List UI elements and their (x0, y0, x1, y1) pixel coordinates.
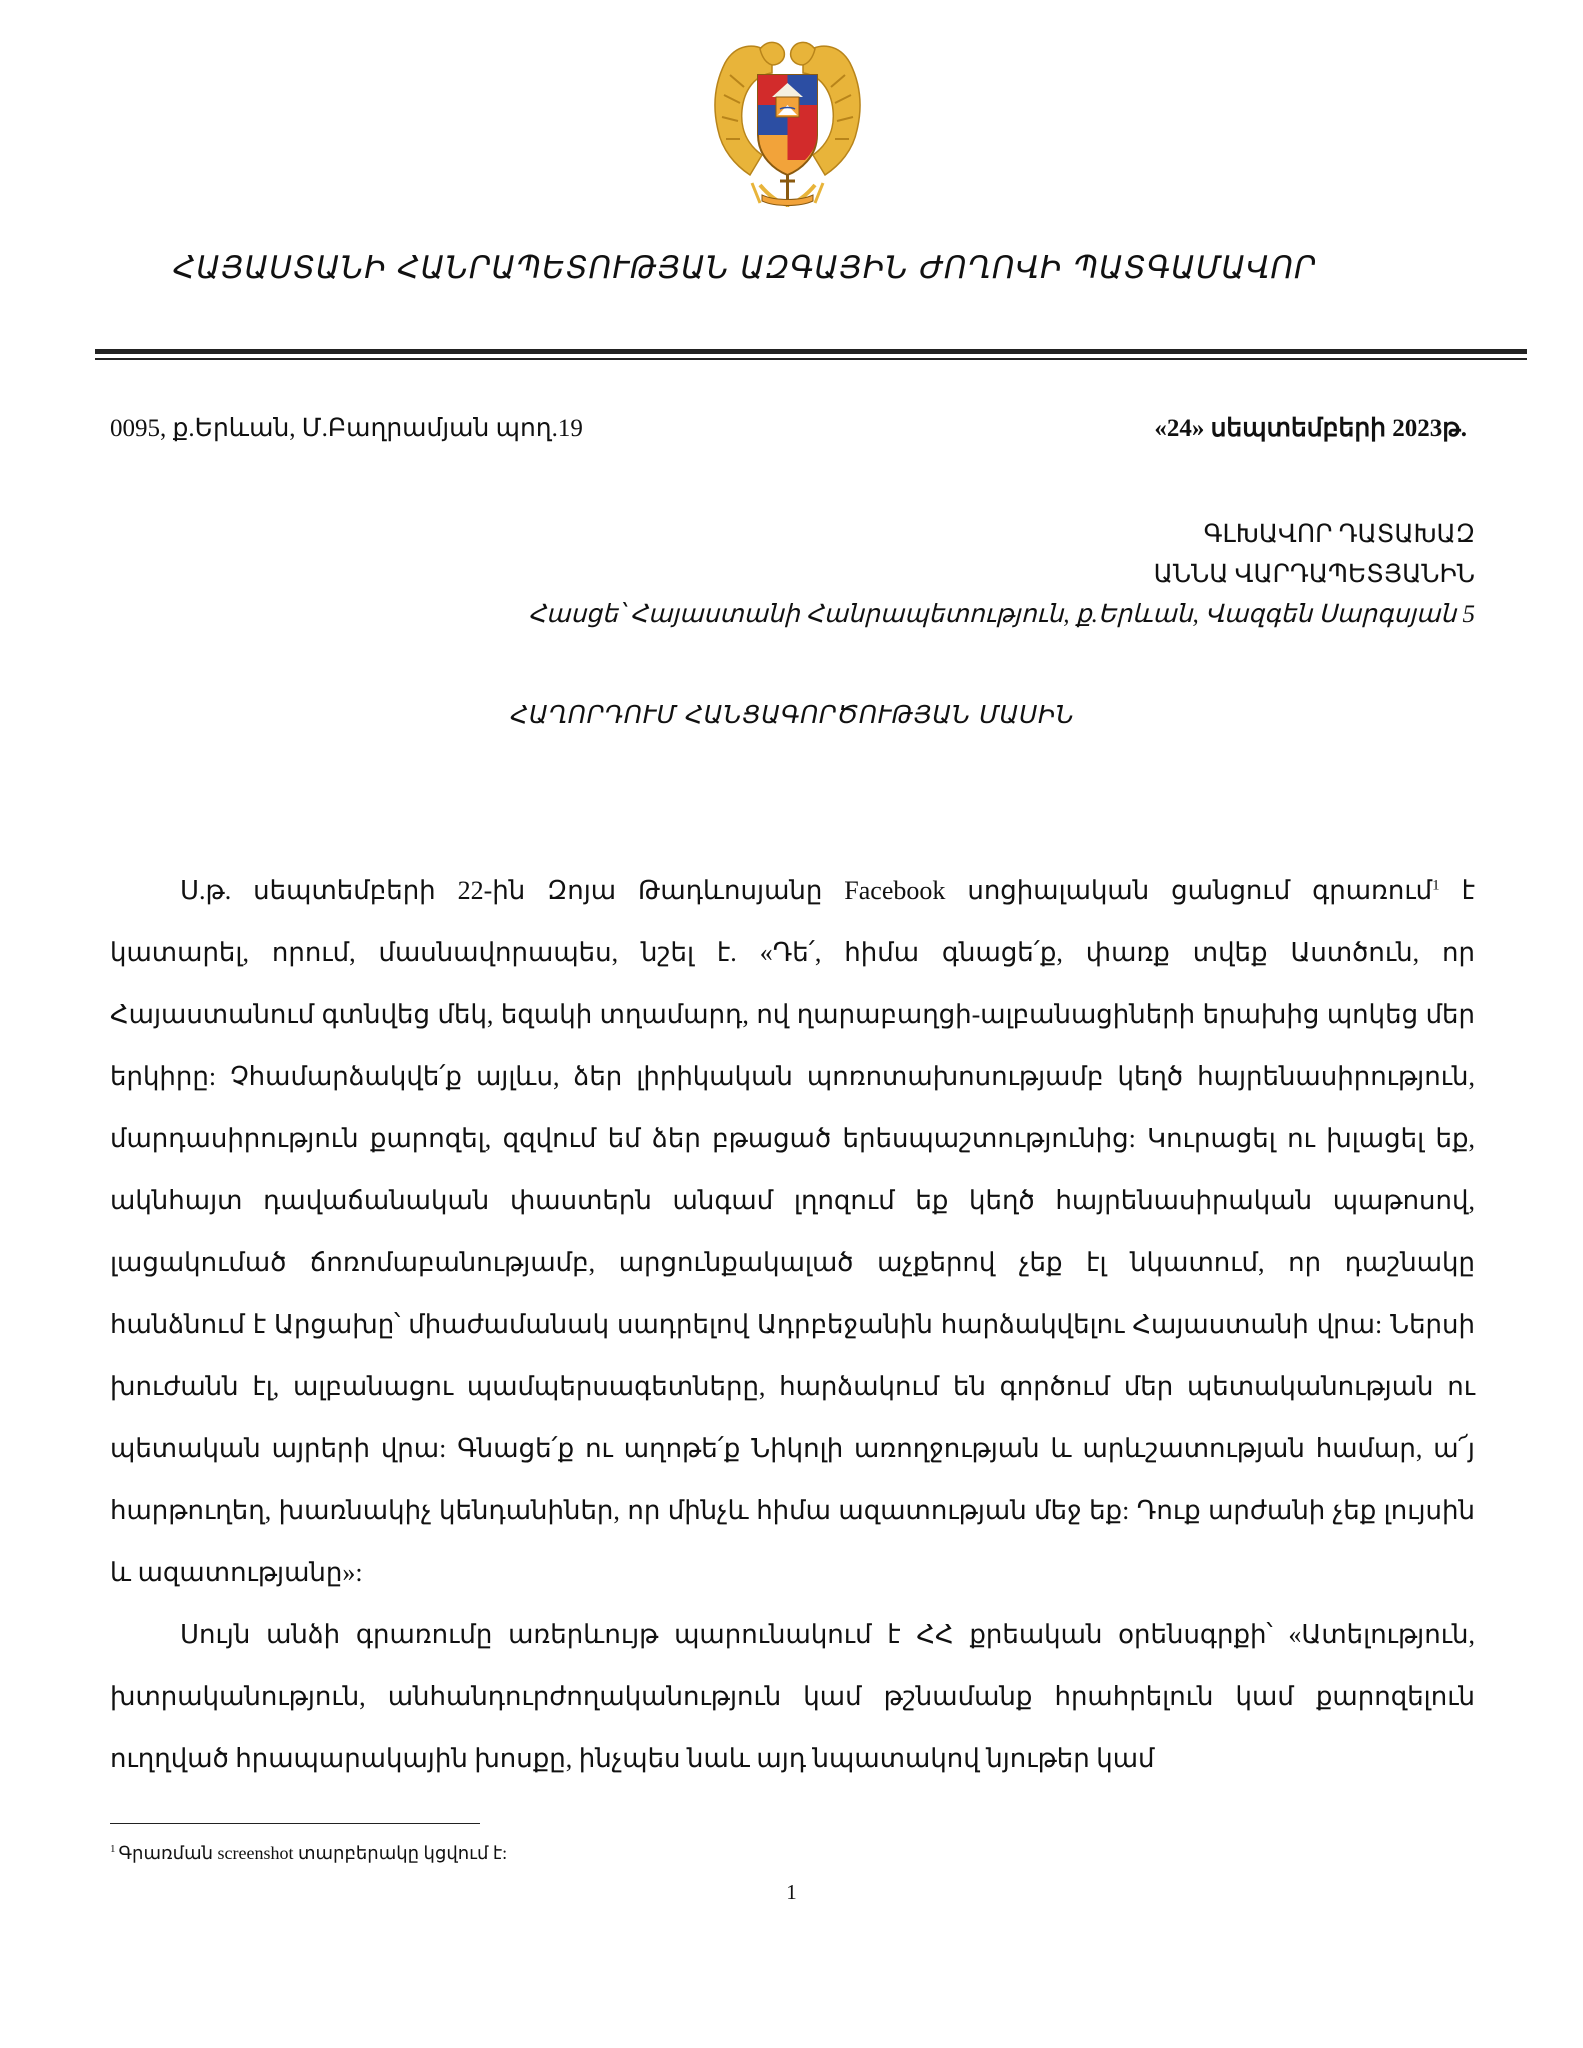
header-divider-thick (95, 349, 1527, 354)
body-paragraph-2: Սույն անձի գրառումը առերևույթ պարունակում է ՀՀ քրեական օրենսգրքի՝ «Ատելություն, խտրականություն, անհանդուրժողականություն կամ թշնամանք հրահրելուն կամ քարոզելուն ուղղված հրապարակային խոսքը, ինչպես նաև այդ նպատակով նյութեր կամ (110, 1620, 1475, 1773)
recipient-address: Հասցե՝ Հայաստանի Հանրապետություն, ք.Երևան, Վազգեն Սարգսյան 5 (528, 601, 1475, 628)
paragraph-1-start: Ս.թ. սեպտեմբերի 22-ին Զոյա Թադևոսյանը Facebook սոցիալական ցանցում գրառում (180, 876, 1433, 905)
footnote (110, 1843, 507, 1864)
paragraph-1-rest: է կատարել, որում, մասնավորապես, նշել է. «Դե՛, հիմա գնացե՛ք, փառք տվեք Աստծուն, որ Հայաստանում գտնվեց մեկ, եզակի տղամարդ, ով ղարաբաղցի-ալբանացիների երախից պոկեց մեր երկիրը: Չհամարձակվե՛ք այլևս, ձեր լիրիկական պոռոտախոսությամբ կեղծ հայրենասիրություն, մարդասիրություն քարոզել, զզվում եմ ձեր բթացած երեսպաշտությունից: Կուրացել ու խլացել եք, ակնհայտ դավաճանական փաստերն անգամ լղոզում եք կեղծ հայրենասիրական պաթոսով, լացակումած ճոռոմաբանությամբ, արցունքակալած աչքերով չեք էլ նկատում, որ դաշնակը հանձնում է Արցախը՝ միաժամանակ սադրելով Ադրբեջանին հարձակվելու Հայաստանի վրա: Ներսի խուժանն էլ, ալբանացու պամպերսագետները, հարձակում են գործում մեր պետականության ու պետական այրերի վրա: Գնացե՛ք ու աղոթե՛ք Նիկոլի առողջության և արևշատության համար, ա՜յ հարթուղեղ, խառնակիչ կենդանիներ, որ մինչև հիմա ազատության մեջ եք: Դուք արժանի չեք լույսին և ազատությանը»: (110, 876, 1475, 1587)
body-paragraph-1 (110, 860, 1475, 1604)
office-title: ՀԱՅԱՍՏԱՆԻ ՀԱՆՐԱՊԵՏՈՒԹՅԱՆ ԱԶԳԱՅԻՆ ԺՈՂՈՎԻ ՊԱՏԳԱՄԱՎՈՐ (173, 250, 1317, 286)
document-body (110, 860, 1475, 1790)
footnote-divider (110, 1823, 480, 1824)
recipient-line-1: ԳԼԽԱՎՈՐ ԴԱՏԱԽԱԶ (1203, 521, 1475, 548)
footnote-reference-mark: 1 (1432, 877, 1440, 894)
document-subject: ՀԱՂՈՐԴՈՒՄ ՀԱՆՑԱԳՈՐԾՈՒԹՅԱՆ ՄԱՍԻՆ (510, 700, 1075, 729)
sender-address: 0095, ք.Երևան, Մ.Բաղրամյան պող.19 (110, 415, 583, 442)
footnote-text: Գրառման screenshot տարբերակը կցվում է: (118, 1843, 508, 1863)
document-date: «24» սեպտեմբերի 2023թ. (1154, 415, 1467, 442)
recipient-line-2: ԱՆՆԱ ՎԱՐԴԱՊԵՏՅԱՆԻՆ (1153, 561, 1475, 588)
header-divider-thin (95, 358, 1527, 360)
page-number: 1 (786, 1880, 797, 1904)
footnote-mark: 1 (110, 1843, 116, 1855)
recipient-block (475, 515, 1475, 635)
armenia-coat-of-arms-icon (700, 35, 875, 215)
